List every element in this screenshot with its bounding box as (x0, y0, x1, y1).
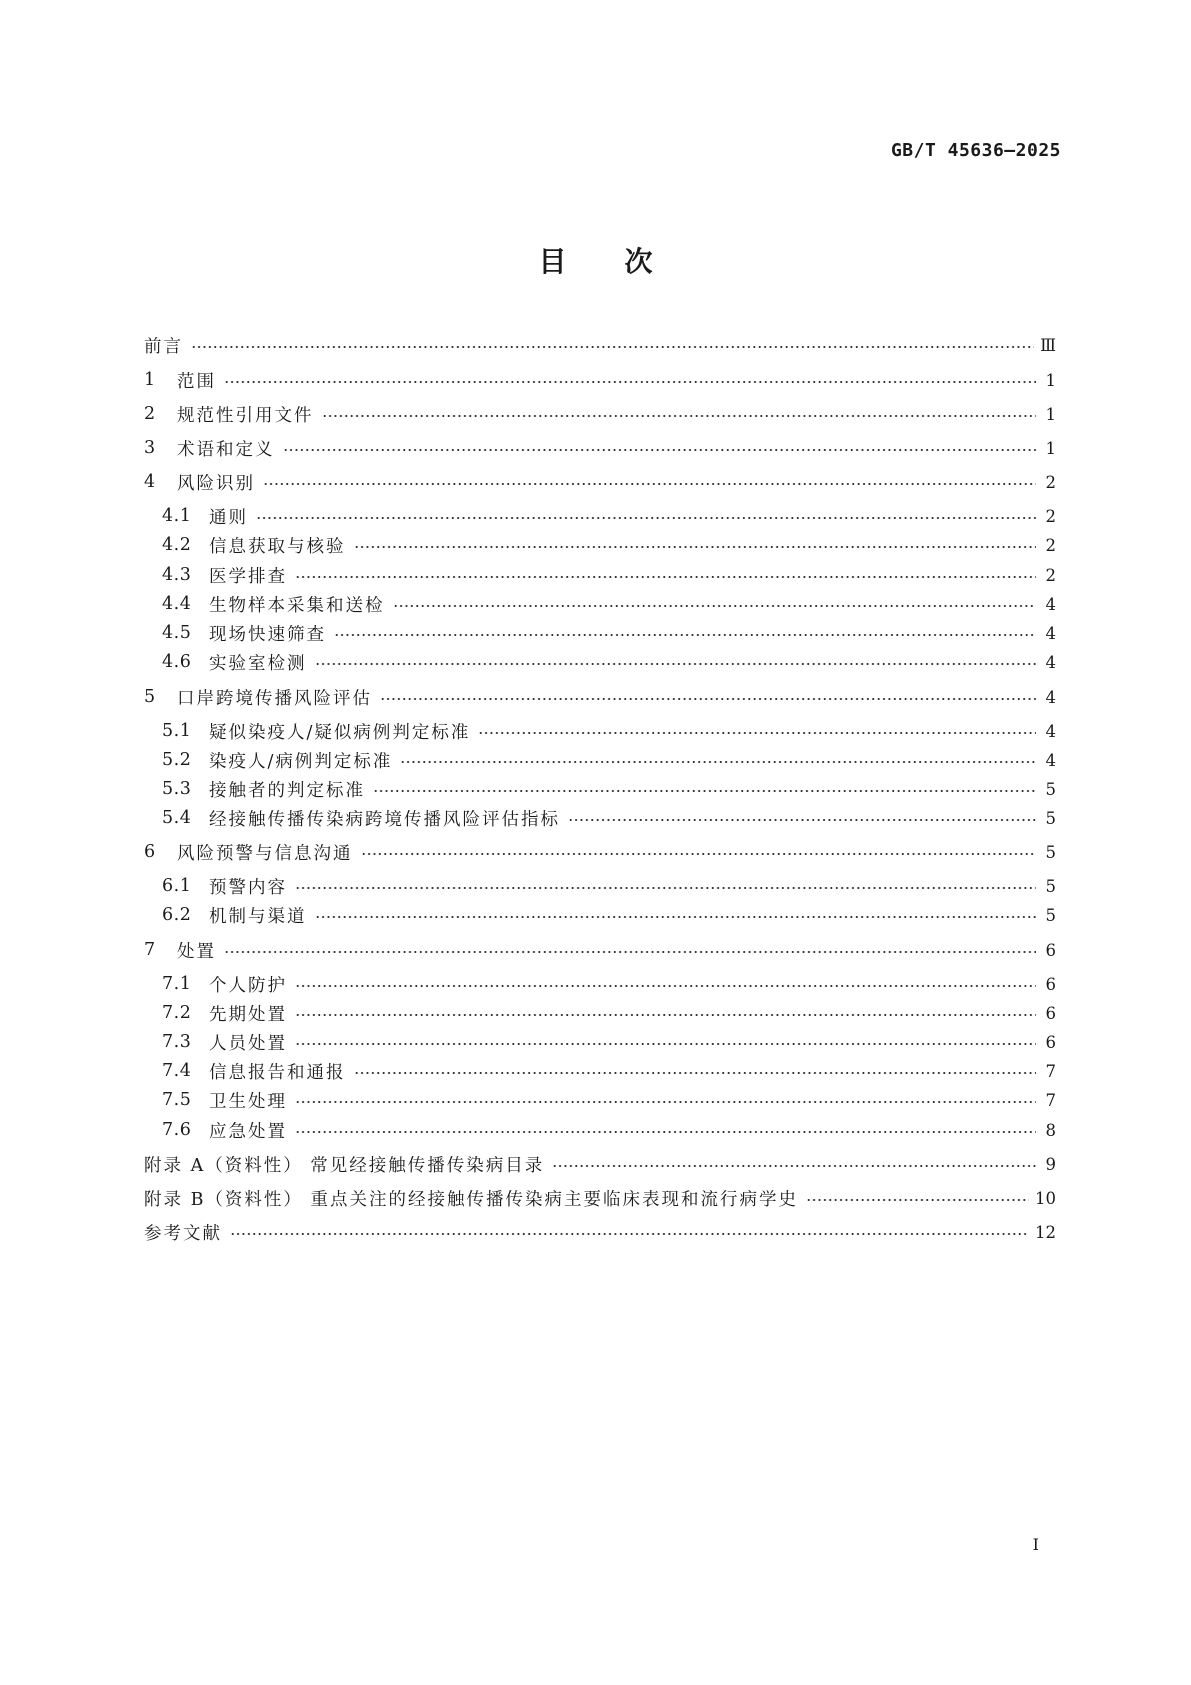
dot-leader (295, 886, 1036, 890)
toc-entry-label: 应急处置 (209, 1121, 287, 1142)
toc-entry[interactable] (162, 717, 1056, 745)
toc-entry[interactable] (144, 838, 1056, 866)
page-number: I (1032, 1535, 1039, 1554)
toc-entry[interactable] (162, 775, 1056, 803)
toc-entry-label: 实验室检测 (209, 653, 307, 674)
toc-entry-number: 4.5 (162, 623, 192, 643)
dot-leader (373, 789, 1036, 793)
toc-entry-page: 8 (1045, 1120, 1056, 1140)
toc-entry-number: 5.4 (162, 808, 192, 828)
toc-entry-number: 7.4 (162, 1061, 192, 1081)
toc-entry-page: 1 (1045, 438, 1056, 458)
toc-entry[interactable] (162, 746, 1056, 774)
dot-leader (393, 604, 1037, 608)
toc-entry-label: 先期处置 (209, 1004, 287, 1025)
dot-leader (315, 662, 1037, 666)
toc-entry-number: 4.4 (162, 594, 192, 614)
toc-entry-number: 7 (144, 940, 156, 960)
toc-entry-page: 2 (1045, 506, 1056, 526)
dot-leader (400, 760, 1036, 764)
toc-entry-label: 通则 (209, 507, 248, 528)
toc-entry-page: 1 (1045, 370, 1056, 390)
toc-entry-label: 范围 (177, 371, 216, 392)
dot-leader (191, 345, 1034, 349)
toc-entry-page: 4 (1045, 594, 1056, 614)
dot-leader (334, 633, 1036, 637)
toc-entry[interactable] (144, 366, 1056, 394)
toc-entry-page: 4 (1045, 750, 1056, 770)
toc-entry-number: 4.1 (162, 506, 192, 526)
dot-leader (380, 697, 1036, 701)
toc-entry-page: 5 (1045, 808, 1056, 828)
toc-entry[interactable] (162, 1086, 1056, 1114)
toc-entry-label: 口岸跨境传播风险评估 (177, 688, 372, 709)
toc-entry[interactable] (162, 502, 1056, 530)
toc-entry[interactable] (162, 804, 1056, 832)
toc-entry-label: 术语和定义 (177, 439, 275, 460)
toc-entry-number: 6 (144, 842, 156, 862)
toc-entry-label: 附录 A（资料性） 常见经接触传播传染病目录 (144, 1155, 545, 1176)
toc-entry[interactable] (162, 648, 1056, 676)
toc-entry-label: 风险预警与信息沟通 (177, 843, 353, 864)
dot-leader (295, 1130, 1036, 1134)
dot-leader (478, 731, 1036, 735)
dot-leader (315, 915, 1037, 919)
toc-entry-number: 7.2 (162, 1003, 192, 1023)
dot-leader (354, 1071, 1037, 1075)
toc-entry-number: 7.3 (162, 1032, 192, 1052)
toc-entry-page: 12 (1035, 1222, 1056, 1242)
toc-entry-number: 6.1 (162, 876, 192, 896)
dot-leader (295, 1100, 1036, 1104)
toc-entry-page: 6 (1045, 940, 1056, 960)
dot-leader (263, 482, 1036, 486)
toc-entry[interactable] (144, 1184, 1056, 1212)
toc-entry[interactable] (162, 1028, 1056, 1056)
toc-entry-page: 1 (1045, 404, 1056, 424)
toc-entry[interactable] (162, 1057, 1056, 1085)
toc-entry-page: 4 (1045, 721, 1056, 741)
toc-entry-number: 5.1 (162, 721, 192, 741)
toc-entry-page: 4 (1045, 623, 1056, 643)
toc-entry-page: 6 (1045, 1032, 1056, 1052)
dot-leader (256, 516, 1036, 520)
toc-entry-page: 2 (1045, 535, 1056, 555)
toc-entry-label: 经接触传播传染病跨境传播风险评估指标 (209, 809, 560, 830)
dot-leader (361, 852, 1037, 856)
toc-entry[interactable] (162, 999, 1056, 1027)
dot-leader (295, 575, 1036, 579)
standard-code: GB/T 45636—2025 (890, 140, 1061, 161)
toc-entry-label: 生物样本采集和送检 (209, 595, 385, 616)
toc-entry[interactable] (144, 400, 1056, 428)
toc-entry-label: 疑似染疫人/疑似病例判定标准 (209, 722, 471, 743)
dot-leader (295, 984, 1036, 988)
toc-entry-label: 卫生处理 (209, 1091, 287, 1112)
toc-entry[interactable] (162, 901, 1056, 929)
dot-leader (354, 545, 1037, 549)
toc-entry[interactable] (162, 531, 1056, 559)
dot-leader (568, 818, 1036, 822)
toc-entry-label: 规范性引用文件 (177, 405, 314, 426)
toc-entry[interactable] (162, 872, 1056, 900)
toc-entry[interactable] (144, 434, 1056, 462)
dot-leader (230, 1232, 1029, 1236)
dot-leader (295, 1042, 1036, 1046)
toc-entry[interactable] (162, 561, 1056, 589)
dot-leader (224, 380, 1036, 384)
toc-entry-label: 现场快速筛查 (209, 624, 326, 645)
toc-entry-label: 预警内容 (209, 877, 287, 898)
toc-entry-number: 1 (144, 370, 156, 390)
toc-entry-number: 4.3 (162, 565, 192, 585)
toc-entry[interactable] (144, 683, 1056, 711)
dot-leader (224, 950, 1036, 954)
dot-leader (552, 1164, 1036, 1168)
toc-entry-label: 处置 (177, 941, 216, 962)
toc-entry-number: 4.2 (162, 535, 192, 555)
toc-entry-page: 2 (1045, 565, 1056, 585)
toc-entry-number: 4.6 (162, 652, 192, 672)
dot-leader (295, 1013, 1036, 1017)
toc-entry-label: 信息报告和通报 (209, 1062, 346, 1083)
toc-entry-label: 前言 (144, 336, 183, 357)
toc-entry-page: 10 (1035, 1188, 1056, 1208)
toc-entry-page: 2 (1045, 472, 1056, 492)
toc-entry-label: 接触者的判定标准 (209, 780, 365, 801)
toc-entry-number: 7.1 (162, 974, 192, 994)
toc-entry-page: 6 (1045, 974, 1056, 994)
toc-entry[interactable] (144, 331, 1056, 359)
toc-entry[interactable] (162, 1116, 1056, 1144)
toc-entry-number: 5.3 (162, 779, 192, 799)
toc-entry[interactable] (162, 970, 1056, 998)
toc-entry[interactable] (162, 590, 1056, 618)
toc-entry-page: 9 (1045, 1154, 1056, 1174)
dot-leader (283, 448, 1037, 452)
toc-entry[interactable] (144, 468, 1056, 496)
toc-entry-page: 5 (1045, 876, 1056, 896)
toc-entry-number: 6.2 (162, 905, 192, 925)
toc-entry-label: 风险识别 (177, 473, 255, 494)
toc-entry-label: 医学排查 (209, 566, 287, 587)
dot-leader (806, 1198, 1029, 1202)
toc-entry-page: Ⅲ (1040, 335, 1056, 355)
toc-entry-page: 7 (1045, 1090, 1056, 1110)
toc-entry-number: 4 (144, 472, 156, 492)
page-title: 目次 (538, 245, 711, 278)
toc-entry-label: 染疫人/病例判定标准 (209, 751, 393, 772)
dot-leader (322, 414, 1037, 418)
toc-entry-page: 5 (1045, 842, 1056, 862)
toc-entry-page: 5 (1045, 905, 1056, 925)
toc-entry[interactable] (144, 1150, 1056, 1178)
toc-entry-page: 4 (1045, 687, 1056, 707)
toc-entry[interactable] (144, 936, 1056, 964)
toc-entry-number: 2 (144, 404, 156, 424)
toc-entry-number: 7.5 (162, 1090, 192, 1110)
toc-entry-label: 参考文献 (144, 1223, 222, 1244)
toc-entry-number: 3 (144, 438, 156, 458)
toc-entry-label: 信息获取与核验 (209, 536, 346, 557)
toc-entry-label: 机制与渠道 (209, 906, 307, 927)
toc-entry-page: 7 (1045, 1061, 1056, 1081)
toc-entry[interactable] (162, 619, 1056, 647)
toc-entry-label: 附录 B（资料性） 重点关注的经接触传播传染病主要临床表现和流行病学史 (144, 1189, 798, 1210)
toc-entry-label: 个人防护 (209, 975, 287, 996)
toc-entry-page: 5 (1045, 779, 1056, 799)
toc-entry-page: 6 (1045, 1003, 1056, 1023)
toc-entry-page: 4 (1045, 652, 1056, 672)
toc-entry[interactable] (144, 1218, 1056, 1246)
toc-entry-number: 5.2 (162, 750, 192, 770)
toc-entry-label: 人员处置 (209, 1033, 287, 1054)
toc-entry-number: 5 (144, 687, 156, 707)
toc-entry-number: 7.6 (162, 1120, 192, 1140)
